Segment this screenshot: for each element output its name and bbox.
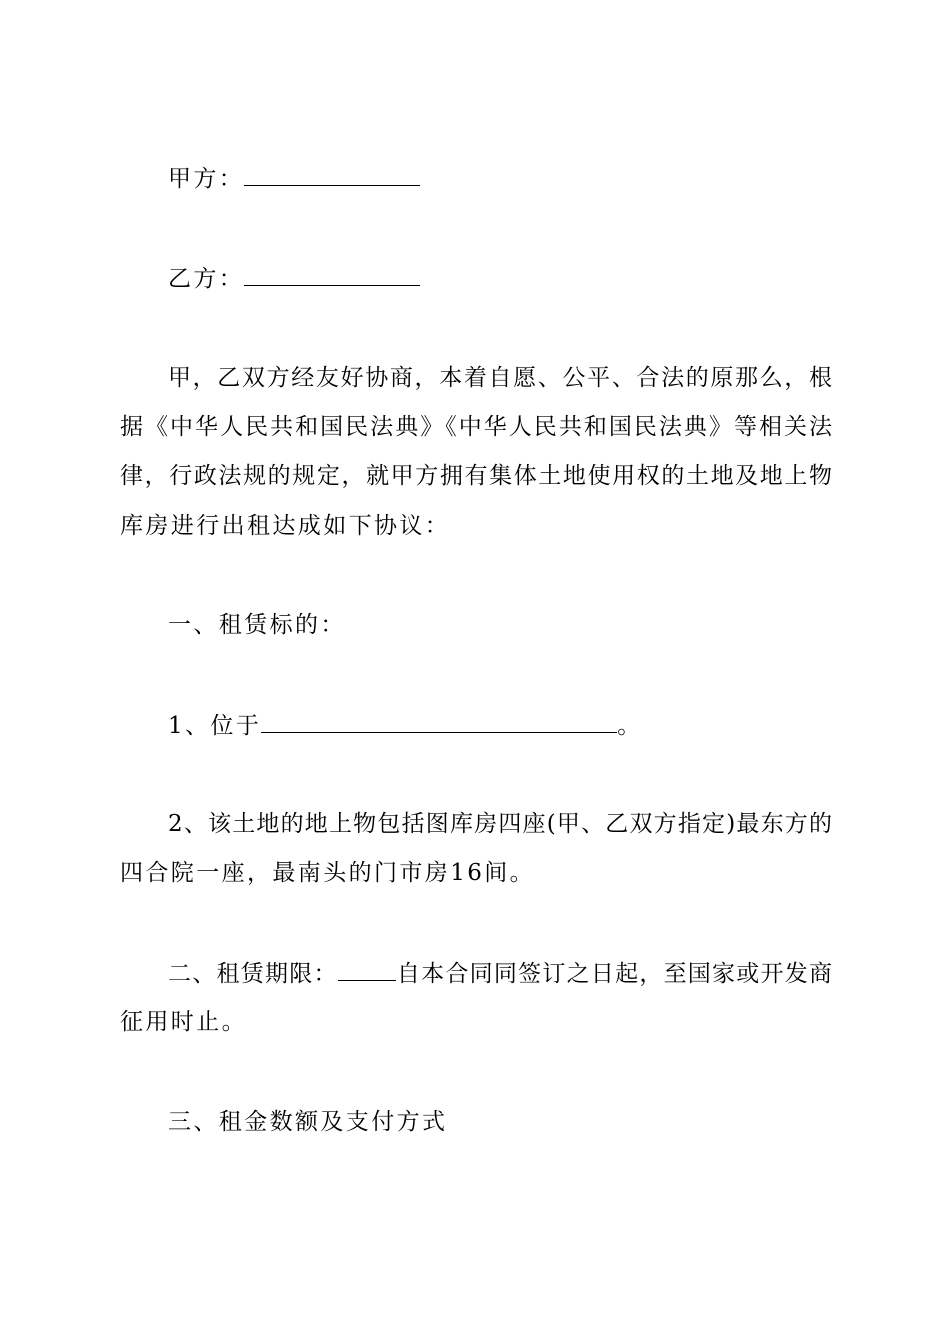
section-2-line-2: 征用时止。: [120, 1009, 247, 1035]
section-3-heading: 三、租金数额及支付方式: [168, 1109, 448, 1135]
section-2-term-blank: [338, 958, 396, 981]
section-2-rest: 自本合同同签订之日起，至国家或开发商: [395, 961, 833, 987]
item-1-prefix: 1、位于: [168, 713, 262, 739]
preamble-line-4: 库房进行出租达成如下协议：: [120, 513, 451, 539]
party-a-label: 甲方：: [168, 166, 245, 192]
section-2-line-1: [168, 958, 832, 989]
section-1-item-2-line-2: 四合院一座，最南头的门市房16间。: [120, 860, 536, 886]
preamble-line-2: 据《中华人民共和国民法典》《中华人民共和国民法典》等相关法: [120, 414, 832, 440]
preamble-line-3: 律，行政法规的规定，就甲方拥有集体土地使用权的土地及地上物: [120, 463, 832, 489]
item-1-location-blank: [261, 710, 617, 733]
section-1-heading: 一、租赁标的：: [168, 612, 346, 638]
party-b-blank: [244, 263, 420, 286]
section-1-item-2-line-1: 2、该土地的地上物包括图库房四座(甲、乙双方指定)最东方的: [168, 811, 832, 837]
section-1-item-1: [168, 710, 643, 741]
item-1-suffix: 。: [617, 713, 643, 739]
party-b-label: 乙方：: [168, 266, 245, 292]
section-2-prefix: 二、租赁期限：: [168, 961, 338, 987]
party-b-line: [168, 263, 420, 294]
preamble-line-1: 甲，乙双方经友好协商，本着自愿、公平、合法的原那么，根: [168, 365, 832, 391]
party-a-blank: [244, 163, 420, 186]
party-a-line: [168, 163, 420, 194]
